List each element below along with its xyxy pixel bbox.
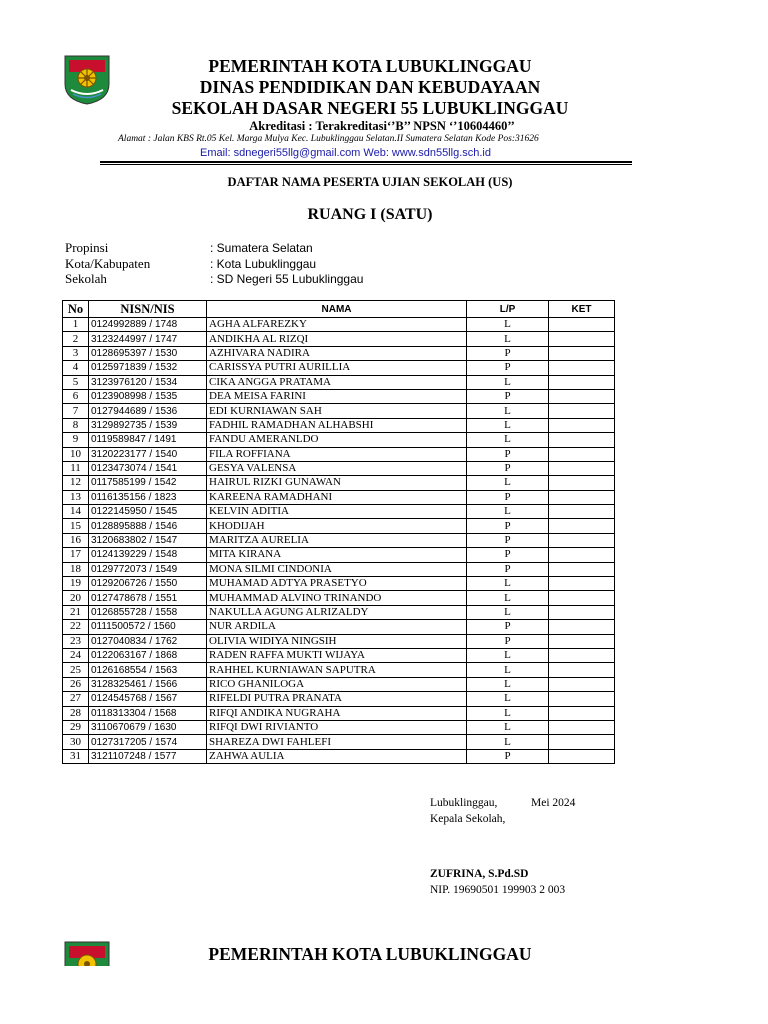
table-row — [63, 404, 615, 418]
info-label-province: Propinsi — [65, 240, 109, 255]
row-number-cell: 5 — [63, 375, 89, 389]
nisn-cell: 0127478678 / 1551 — [89, 591, 207, 605]
header-government: PEMERINTAH KOTA LUBUKLINGGAU — [208, 56, 532, 76]
gender-cell: P — [467, 519, 549, 533]
name-cell: AGHA ALFAREZKY — [207, 318, 467, 332]
name-cell: RIFELDI PUTRA PRANATA — [207, 692, 467, 706]
nisn-cell: 0118313304 / 1568 — [89, 706, 207, 720]
header-email-web: Email: sdnegeri55llg@gmail.com Web: www.sdn55llg.sch.id — [200, 147, 491, 159]
name-cell: CARISSYA PUTRI AURILLIA — [207, 361, 467, 375]
remarks-cell — [549, 591, 615, 605]
table-row — [63, 562, 615, 576]
nisn-cell: 0126855728 / 1558 — [89, 605, 207, 619]
gender-cell: P — [467, 749, 549, 763]
gender-cell: L — [467, 404, 549, 418]
row-number-cell: 30 — [63, 735, 89, 749]
row-number-cell: 17 — [63, 548, 89, 562]
table-row — [63, 389, 615, 403]
nisn-cell: 0124545768 / 1567 — [89, 692, 207, 706]
name-cell: MONA SILMI CINDONIA — [207, 562, 467, 576]
column-header-no: No — [63, 301, 89, 318]
gender-cell: L — [467, 663, 549, 677]
nisn-cell: 3120683802 / 1547 — [89, 533, 207, 547]
name-cell: ANDIKHA AL RIZQI — [207, 332, 467, 346]
gender-cell: L — [467, 577, 549, 591]
name-cell: CIKA ANGGA PRATAMA — [207, 375, 467, 389]
table-row — [63, 519, 615, 533]
gender-cell: L — [467, 706, 549, 720]
name-cell: ZAHWA AULIA — [207, 749, 467, 763]
footer-government: PEMERINTAH KOTA LUBUKLINGGAU — [208, 944, 532, 964]
remarks-cell — [549, 533, 615, 547]
row-number-cell: 4 — [63, 361, 89, 375]
header-divider-thick — [100, 161, 632, 163]
remarks-cell — [549, 692, 615, 706]
gender-cell: L — [467, 720, 549, 734]
gender-cell: P — [467, 620, 549, 634]
column-header-nisn: NISN/NIS — [89, 301, 207, 318]
remarks-cell — [549, 404, 615, 418]
nisn-cell: 0119589847 / 1491 — [89, 433, 207, 447]
nisn-cell: 0123473074 / 1541 — [89, 461, 207, 475]
table-row — [63, 720, 615, 734]
gender-cell: P — [467, 548, 549, 562]
remarks-cell — [549, 577, 615, 591]
column-header-ket: KET — [549, 301, 615, 318]
nisn-cell: 0124139229 / 1548 — [89, 548, 207, 562]
row-number-cell: 11 — [63, 461, 89, 475]
nisn-cell: 3110670679 / 1630 — [89, 720, 207, 734]
row-number-cell: 29 — [63, 720, 89, 734]
table-row — [63, 461, 615, 475]
nisn-cell: 0128895888 / 1546 — [89, 519, 207, 533]
remarks-cell — [549, 476, 615, 490]
table-row — [63, 346, 615, 360]
nisn-cell: 3123244997 / 1747 — [89, 332, 207, 346]
info-label-school: Sekolah — [65, 271, 107, 286]
name-cell: FILA ROFFIANA — [207, 447, 467, 461]
table-row — [63, 663, 615, 677]
name-cell: RADEN RAFFA MUKTI WIJAYA — [207, 648, 467, 662]
gender-cell: P — [467, 490, 549, 504]
remarks-cell — [549, 447, 615, 461]
row-number-cell: 15 — [63, 519, 89, 533]
table-row — [63, 332, 615, 346]
remarks-cell — [549, 562, 615, 576]
row-number-cell: 8 — [63, 418, 89, 432]
remarks-cell — [549, 505, 615, 519]
name-cell: RICO GHANILOGA — [207, 677, 467, 691]
remarks-cell — [549, 318, 615, 332]
remarks-cell — [549, 720, 615, 734]
remarks-cell — [549, 389, 615, 403]
row-number-cell: 26 — [63, 677, 89, 691]
header-accreditation: Akreditasi : Terakreditasi‘’B’’ NPSN ‘’10604460’’ — [249, 119, 515, 133]
row-number-cell: 12 — [63, 476, 89, 490]
remarks-cell — [549, 332, 615, 346]
row-number-cell: 6 — [63, 389, 89, 403]
remarks-cell — [549, 648, 615, 662]
gender-cell: L — [467, 318, 549, 332]
nisn-cell: 3128325461 / 1566 — [89, 677, 207, 691]
room-title: RUANG I (SATU) — [307, 206, 433, 223]
name-cell: MUHAMMAD ALVINO TRINANDO — [207, 591, 467, 605]
row-number-cell: 1 — [63, 318, 89, 332]
table-row — [63, 533, 615, 547]
table-row — [63, 548, 615, 562]
name-cell: NUR ARDILA — [207, 620, 467, 634]
gender-cell: L — [467, 476, 549, 490]
table-row — [63, 318, 615, 332]
gender-cell: P — [467, 562, 549, 576]
row-number-cell: 22 — [63, 620, 89, 634]
nisn-cell: 3120223177 / 1540 — [89, 447, 207, 461]
table-row — [63, 490, 615, 504]
nisn-cell: 0122145950 / 1545 — [89, 505, 207, 519]
gender-cell: L — [467, 505, 549, 519]
row-number-cell: 25 — [63, 663, 89, 677]
remarks-cell — [549, 677, 615, 691]
name-cell: KHODIJAH — [207, 519, 467, 533]
nisn-cell: 3129892735 / 1539 — [89, 418, 207, 432]
table-row — [63, 361, 615, 375]
gender-cell: L — [467, 375, 549, 389]
name-cell: HAIRUL RIZKI GUNAWAN — [207, 476, 467, 490]
remarks-cell — [549, 663, 615, 677]
table-row — [63, 692, 615, 706]
row-number-cell: 13 — [63, 490, 89, 504]
row-number-cell: 31 — [63, 749, 89, 763]
table-row — [63, 677, 615, 691]
name-cell: AZHIVARA NADIRA — [207, 346, 467, 360]
name-cell: NAKULLA AGUNG ALRIZALDY — [207, 605, 467, 619]
principal-nip: NIP. 19690501 199903 2 003 — [430, 884, 566, 896]
remarks-cell — [549, 735, 615, 749]
signature-date: Mei 2024 — [531, 797, 576, 809]
gender-cell: P — [467, 461, 549, 475]
row-number-cell: 21 — [63, 605, 89, 619]
table-row — [63, 706, 615, 720]
name-cell: MARITZA AURELIA — [207, 533, 467, 547]
gender-cell: L — [467, 433, 549, 447]
name-cell: KAREENA RAMADHANI — [207, 490, 467, 504]
remarks-cell — [549, 634, 615, 648]
row-number-cell: 2 — [63, 332, 89, 346]
nisn-cell: 0129206726 / 1550 — [89, 577, 207, 591]
gender-cell: L — [467, 692, 549, 706]
gender-cell: P — [467, 634, 549, 648]
table-row — [63, 447, 615, 461]
name-cell: FADHIL RAMADHAN ALHABSHI — [207, 418, 467, 432]
remarks-cell — [549, 346, 615, 360]
name-cell: MUHAMAD ADTYA PRASETYO — [207, 577, 467, 591]
table-row — [63, 749, 615, 763]
name-cell: SHAREZA DWI FAHLEFI — [207, 735, 467, 749]
remarks-cell — [549, 490, 615, 504]
signature-role: Kepala Sekolah, — [430, 813, 506, 825]
nisn-cell: 0111500572 / 1560 — [89, 620, 207, 634]
gender-cell: L — [467, 591, 549, 605]
remarks-cell — [549, 375, 615, 389]
nisn-cell: 0127317205 / 1574 — [89, 735, 207, 749]
nisn-cell: 0129772073 / 1549 — [89, 562, 207, 576]
name-cell: FANDU AMERANLDO — [207, 433, 467, 447]
nisn-cell: 0116135156 / 1823 — [89, 490, 207, 504]
remarks-cell — [549, 620, 615, 634]
header-address: Alamat : Jalan KBS Rt.05 Kel. Marga Mulya Kec. Lubuklinggau Selatan.II Sumatera Selatan Kode Pos:31626 — [118, 134, 539, 144]
row-number-cell: 3 — [63, 346, 89, 360]
gender-cell: L — [467, 677, 549, 691]
column-header-lp: L/P — [467, 301, 549, 318]
nisn-cell: 0124992889 / 1748 — [89, 318, 207, 332]
remarks-cell — [549, 548, 615, 562]
name-cell: EDI KURNIAWAN SAH — [207, 404, 467, 418]
name-cell: RIFQI ANDIKA NUGRAHA — [207, 706, 467, 720]
row-number-cell: 7 — [63, 404, 89, 418]
remarks-cell — [549, 418, 615, 432]
row-number-cell: 24 — [63, 648, 89, 662]
signature-place: Lubuklinggau, — [430, 797, 498, 809]
table-row — [63, 634, 615, 648]
name-cell: MITA KIRANA — [207, 548, 467, 562]
table-row — [63, 735, 615, 749]
table-row — [63, 433, 615, 447]
nisn-cell: 3123976120 / 1534 — [89, 375, 207, 389]
name-cell: OLIVIA WIDIYA NINGSIH — [207, 634, 467, 648]
gender-cell: L — [467, 605, 549, 619]
header-school: SEKOLAH DASAR NEGERI 55 LUBUKLINGGAU — [171, 98, 569, 118]
column-header-nama: NAMA — [207, 301, 467, 318]
row-number-cell: 27 — [63, 692, 89, 706]
row-number-cell: 23 — [63, 634, 89, 648]
remarks-cell — [549, 605, 615, 619]
gender-cell: L — [467, 418, 549, 432]
table-row — [63, 605, 615, 619]
gender-cell: L — [467, 735, 549, 749]
remarks-cell — [549, 433, 615, 447]
nisn-cell: 0122063167 / 1868 — [89, 648, 207, 662]
nisn-cell: 0126168554 / 1563 — [89, 663, 207, 677]
info-label-city: Kota/Kabupaten — [65, 256, 151, 271]
row-number-cell: 14 — [63, 505, 89, 519]
name-cell: GESYA VALENSA — [207, 461, 467, 475]
info-value-city: : Kota Lubuklinggau — [210, 257, 317, 271]
header-divider-thin — [100, 164, 632, 165]
nisn-cell: 0117585199 / 1542 — [89, 476, 207, 490]
remarks-cell — [549, 361, 615, 375]
name-cell: KELVIN ADITIA — [207, 505, 467, 519]
table-row — [63, 418, 615, 432]
remarks-cell — [549, 749, 615, 763]
row-number-cell: 18 — [63, 562, 89, 576]
row-number-cell: 9 — [63, 433, 89, 447]
info-value-school: : SD Negeri 55 Lubuklinggau — [210, 272, 364, 286]
remarks-cell — [549, 519, 615, 533]
gender-cell: L — [467, 648, 549, 662]
row-number-cell: 16 — [63, 533, 89, 547]
gender-cell: P — [467, 361, 549, 375]
document-title: DAFTAR NAMA PESERTA UJIAN SEKOLAH (US) — [227, 175, 513, 189]
gender-cell: P — [467, 389, 549, 403]
name-cell: DEA MEISA FARINI — [207, 389, 467, 403]
nisn-cell: 0127040834 / 1762 — [89, 634, 207, 648]
nisn-cell: 0123908998 / 1535 — [89, 389, 207, 403]
gender-cell: L — [467, 332, 549, 346]
row-number-cell: 19 — [63, 577, 89, 591]
remarks-cell — [549, 706, 615, 720]
row-number-cell: 10 — [63, 447, 89, 461]
participant-table — [62, 300, 615, 764]
gender-cell: P — [467, 346, 549, 360]
table-row — [63, 648, 615, 662]
nisn-cell: 0128695397 / 1530 — [89, 346, 207, 360]
name-cell: RIFQI DWI RIVIANTO — [207, 720, 467, 734]
table-row — [63, 577, 615, 591]
remarks-cell — [549, 461, 615, 475]
nisn-cell: 0125971839 / 1532 — [89, 361, 207, 375]
table-header-row — [63, 301, 615, 318]
principal-name: ZUFRINA, S.Pd.SD — [430, 868, 529, 880]
table-body — [63, 318, 615, 764]
table-row — [63, 591, 615, 605]
nisn-cell: 0127944689 / 1536 — [89, 404, 207, 418]
table-row — [63, 476, 615, 490]
header-department: DINAS PENDIDIKAN DAN KEBUDAYAAN — [199, 77, 541, 97]
table-row — [63, 505, 615, 519]
table-row — [63, 620, 615, 634]
row-number-cell: 20 — [63, 591, 89, 605]
name-cell: RAHHEL KURNIAWAN SAPUTRA — [207, 663, 467, 677]
info-value-province: : Sumatera Selatan — [210, 241, 313, 255]
gender-cell: P — [467, 447, 549, 461]
row-number-cell: 28 — [63, 706, 89, 720]
nisn-cell: 3121107248 / 1577 — [89, 749, 207, 763]
gender-cell: P — [467, 533, 549, 547]
table-row — [63, 375, 615, 389]
